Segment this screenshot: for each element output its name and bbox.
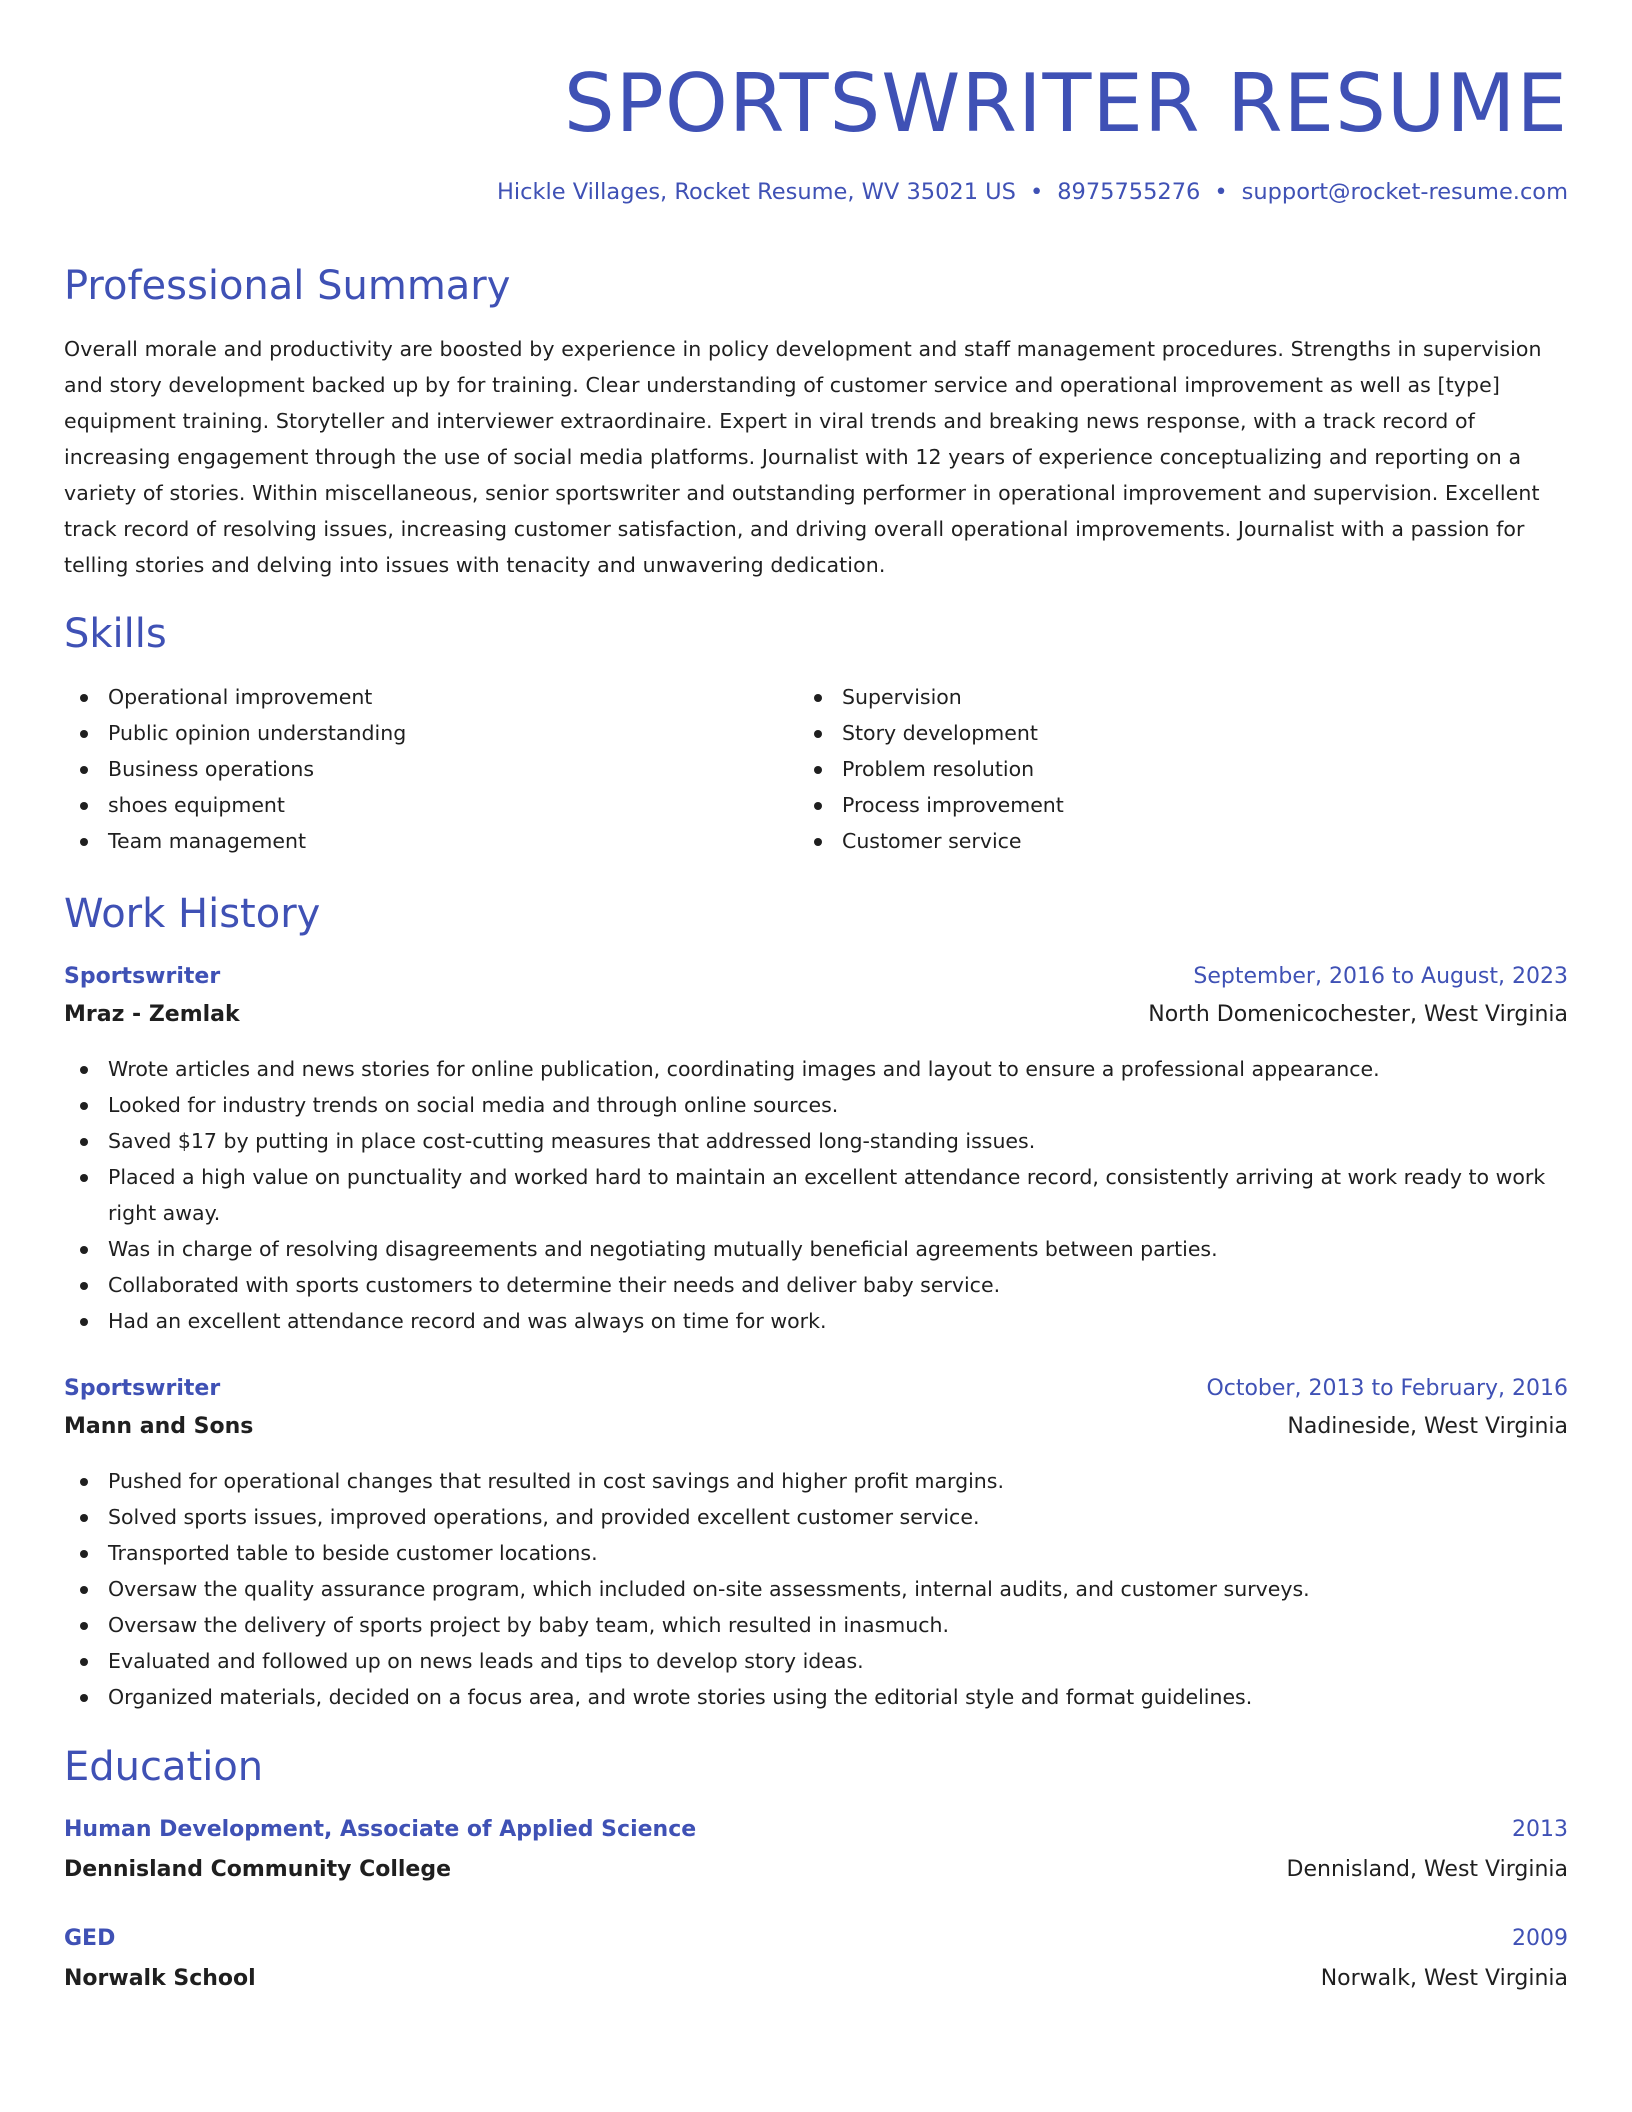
education-school: Dennisland Community College bbox=[64, 1857, 452, 1882]
skill-item: Operational improvement bbox=[64, 679, 764, 715]
job-dates: October, 2013 to February, 2016 bbox=[1206, 1376, 1568, 1401]
job-bullet: Had an excellent attendance record and was always on time for work. bbox=[64, 1303, 1568, 1339]
skill-item: Public opinion understanding bbox=[64, 715, 764, 751]
job-bullet: Collaborated with sports customers to determine their needs and deliver baby service. bbox=[64, 1267, 1568, 1303]
skill-item: Customer service bbox=[798, 823, 1498, 859]
education-heading: Education bbox=[64, 1744, 264, 1790]
skill-item: Business operations bbox=[64, 751, 764, 787]
contact-separator: • bbox=[1029, 179, 1044, 205]
job-header-row bbox=[64, 959, 1568, 995]
job-company-row bbox=[64, 997, 1568, 1033]
job-bullet: Pushed for operational changes that resulted in cost savings and higher profit margins. bbox=[64, 1463, 1568, 1499]
job-company: Mraz - Zemlak bbox=[64, 1002, 240, 1027]
job-bullet: Evaluated and followed up on news leads and tips to develop story ideas. bbox=[64, 1643, 1568, 1679]
job-location: North Domenicochester, West Virginia bbox=[1148, 1002, 1568, 1027]
skill-item: shoes equipment bbox=[64, 787, 764, 823]
education-degree-row bbox=[64, 1812, 1568, 1848]
education-year: 2013 bbox=[1512, 1817, 1568, 1842]
job-title: Sportswriter bbox=[64, 1376, 221, 1401]
job-header-row bbox=[64, 1371, 1568, 1407]
job-bullets bbox=[64, 1051, 1568, 1339]
job-bullets bbox=[64, 1463, 1568, 1715]
skills-right-column bbox=[798, 679, 1498, 859]
education-degree: GED bbox=[64, 1926, 116, 1951]
skill-item: Team management bbox=[64, 823, 764, 859]
job-dates: September, 2016 to August, 2023 bbox=[1193, 964, 1568, 989]
job-bullet: Saved $17 by putting in place cost-cutting measures that addressed long-standing issues. bbox=[64, 1123, 1568, 1159]
job-bullet: Solved sports issues, improved operations, and provided excellent customer service. bbox=[64, 1499, 1568, 1535]
education-degree-row bbox=[64, 1921, 1568, 1957]
summary-heading: Professional Summary bbox=[64, 263, 511, 309]
job-company: Mann and Sons bbox=[64, 1414, 254, 1439]
job-title: Sportswriter bbox=[64, 964, 221, 989]
skill-item: Supervision bbox=[798, 679, 1498, 715]
contact-line bbox=[497, 176, 1568, 208]
education-school-row bbox=[64, 1961, 1568, 1997]
job-bullet: Placed a high value on punctuality and worked hard to maintain an excellent attendance record, consistently arriving at work ready to work right away. bbox=[64, 1159, 1568, 1231]
contact-separator: • bbox=[1214, 179, 1228, 205]
skill-item: Process improvement bbox=[798, 787, 1498, 823]
job-bullet: Looked for industry trends on social media and through online sources. bbox=[64, 1087, 1568, 1123]
summary-text: Overall morale and productivity are boosted by experience in policy development and staff management procedures. Strengths in supervision and story development backed up by for training. Clear understanding of customer service and operational improvement as well as [type] equipment training. Storyteller and interviewer extraordinaire. Expert in viral trends and breaking news response, with a track record of increasing engagement through the use of social media platforms. Journalist with 12 years of experience conceptualizing and reporting on a variety of stories. Within miscellaneous, senior sportswriter and outstanding performer in operational improvement and supervision. Excellent track record of resolving issues, increasing customer satisfaction, and driving overall operational improvements. Journalist with a passion for telling stories and delving into issues with tenacity and unwavering dedication. bbox=[64, 337, 1542, 577]
job-company-row bbox=[64, 1409, 1568, 1445]
job-bullet: Transported table to beside customer locations. bbox=[64, 1535, 1568, 1571]
job-location: Nadineside, West Virginia bbox=[1287, 1414, 1568, 1439]
resume-title: SPORTSWRITER RESUME bbox=[563, 57, 1568, 150]
skill-item: Problem resolution bbox=[798, 751, 1498, 787]
skill-item: Story development bbox=[798, 715, 1498, 751]
education-location: Dennisland, West Virginia bbox=[1286, 1857, 1568, 1882]
job-bullet: Oversaw the delivery of sports project by baby team, which resulted in inasmuch. bbox=[64, 1607, 1568, 1643]
skills-heading: Skills bbox=[64, 611, 167, 657]
contact-email: support@rocket-resume.com bbox=[1241, 179, 1568, 205]
job-bullet: Oversaw the quality assurance program, which included on-site assessments, internal audits, and customer surveys. bbox=[64, 1571, 1568, 1607]
contact-address: Hickle Villages, Rocket Resume, WV 35021 US bbox=[496, 179, 1016, 205]
job-bullet: Organized materials, decided on a focus area, and wrote stories using the editorial style and format guidelines. bbox=[64, 1679, 1568, 1715]
job-bullet: Was in charge of resolving disagreements and negotiating mutually beneficial agreements between parties. bbox=[64, 1231, 1568, 1267]
contact-phone: 8975755276 bbox=[1057, 179, 1201, 205]
work-heading: Work History bbox=[64, 891, 321, 937]
education-year: 2009 bbox=[1512, 1926, 1568, 1951]
job-bullet: Wrote articles and news stories for online publication, coordinating images and layout to ensure a professional appearance. bbox=[64, 1051, 1568, 1087]
education-school-row bbox=[64, 1852, 1568, 1888]
education-degree: Human Development, Associate of Applied Science bbox=[64, 1817, 697, 1842]
education-location: Norwalk, West Virginia bbox=[1320, 1966, 1568, 1991]
skills-left-column bbox=[64, 679, 764, 859]
education-school: Norwalk School bbox=[64, 1966, 256, 1991]
